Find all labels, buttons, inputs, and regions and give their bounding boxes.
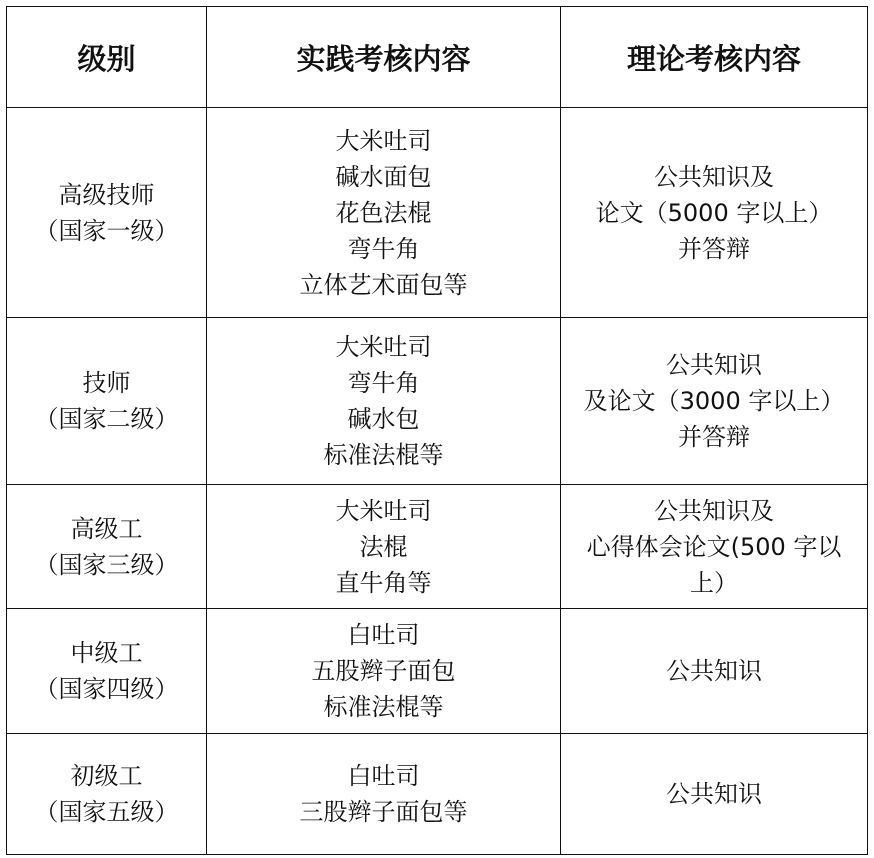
theory-line: 论文（5000 字以上） [595,198,833,227]
practice-item: 花色法棍 [335,198,432,227]
level-name: 中级工 [70,639,143,667]
practice-item: 白吐司 [347,762,420,790]
assessment-table [6,6,868,855]
practice-cell [207,734,561,855]
level-grade: （国家四级） [34,675,179,703]
practice-cell [207,318,561,485]
practice-item: 五股辫子面包 [311,657,456,685]
level-grade: （国家二级） [34,405,179,433]
level-name: 高级技师 [58,180,155,209]
practice-item: 大米吐司 [335,496,432,525]
practice-item: 标准法棍等 [323,441,444,469]
theory-line: 公共知识及 [654,496,774,525]
theory-line: 并答辩 [678,423,750,451]
level-grade: （国家五级） [34,798,179,826]
level-cell [7,108,207,318]
theory-cell [561,318,868,485]
theory-line: 心得体会论文(500 字以 [586,532,842,561]
practice-cell [207,485,561,609]
practice-item: 直牛角等 [335,568,432,597]
practice-item: 弯牛角 [347,369,420,397]
level-cell [7,609,207,734]
header-theory: 理论考核内容 [561,7,868,108]
table-row [7,318,868,485]
theory-line: 并答辩 [678,234,750,263]
practice-item: 大米吐司 [335,333,432,361]
level-cell [7,485,207,609]
table-row [7,609,868,734]
theory-line: 公共知识及 [654,162,774,191]
level-grade: （国家一级） [34,216,179,245]
level-name: 初级工 [70,762,143,790]
practice-item: 标准法棍等 [323,693,444,721]
header-row [7,7,868,108]
theory-line: 公共知识 [666,780,762,808]
header-level: 级别 [7,7,207,108]
theory-line: 公共知识 [666,351,762,379]
practice-item: 法棍 [359,532,408,561]
table-row [7,485,868,609]
practice-item: 立体艺术面包等 [299,270,468,299]
practice-item: 弯牛角 [347,234,420,263]
practice-cell [207,609,561,734]
level-cell [7,734,207,855]
theory-cell [561,609,868,734]
level-cell [7,318,207,485]
practice-item: 三股辫子面包等 [299,798,468,826]
theory-line: 公共知识 [666,657,762,685]
table-row [7,108,868,318]
practice-cell [207,108,561,318]
level-name: 技师 [82,369,131,397]
practice-item: 碱水面包 [335,162,432,191]
practice-item: 白吐司 [347,621,420,649]
practice-item: 大米吐司 [335,126,432,155]
table-row [7,734,868,855]
theory-cell [561,485,868,609]
header-practice: 实践考核内容 [207,7,561,108]
level-name: 高级工 [70,514,143,543]
theory-line: 及论文（3000 字以上） [583,387,845,415]
theory-line: 上） [690,568,738,597]
theory-cell [561,734,868,855]
level-grade: （国家三级） [34,550,179,579]
practice-item: 碱水包 [347,405,420,433]
theory-cell [561,108,868,318]
